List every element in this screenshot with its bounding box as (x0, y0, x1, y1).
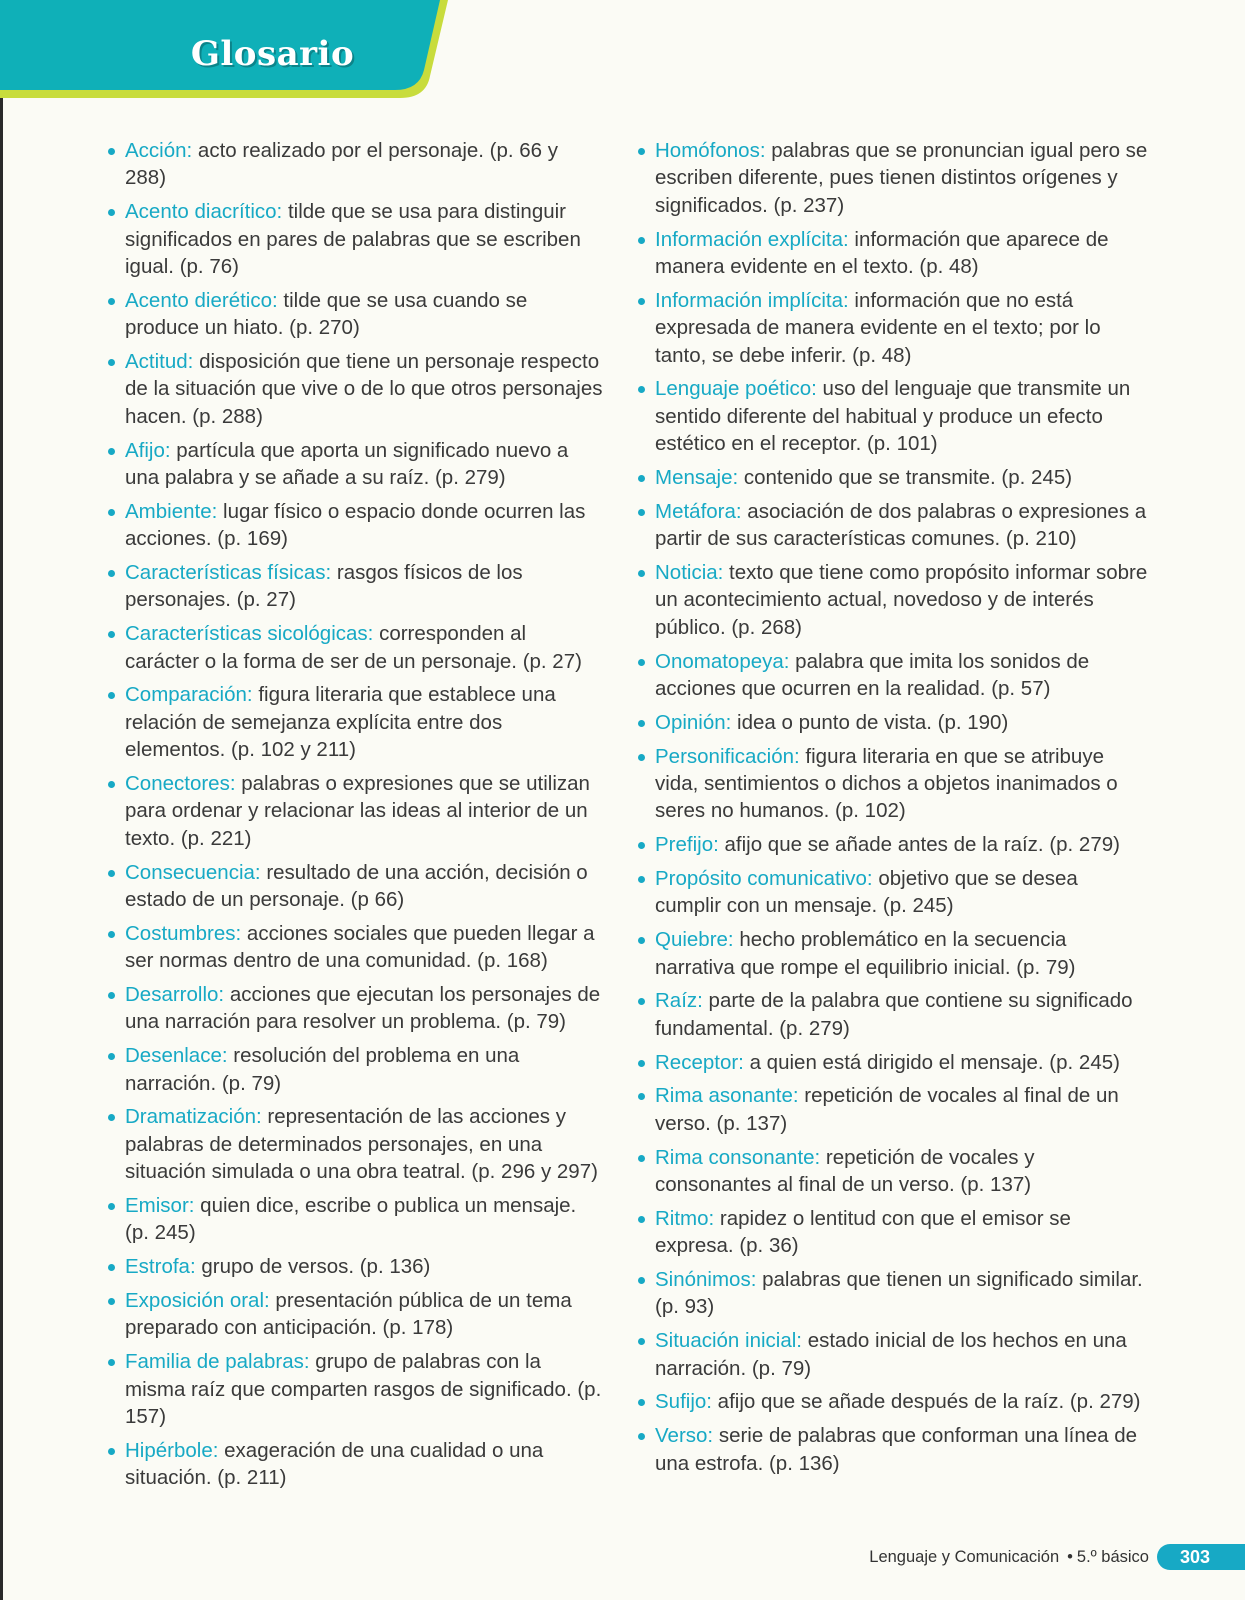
glossary-entry (108, 437, 603, 492)
glossary-term: Características sicológicas: (125, 622, 374, 646)
glossary-definition: lugar físico o espacio donde ocurren las acciones. (p. 169) (125, 499, 586, 551)
glossary-term: Prefijo: (655, 833, 719, 857)
bullet-icon (638, 937, 645, 944)
glossary-definition: partícula que aporta un significado nuevo a una palabra y se añade a su raíz. (p. 279) (125, 438, 569, 490)
glossary-definition: objetivo que se desea cumplir con un mensaje. (p. 245) (655, 867, 1078, 918)
glossary-entry (638, 1388, 1148, 1415)
glossary-entry (108, 770, 603, 852)
bullet-icon (108, 631, 115, 638)
glossary-definition: serie de palabras que conforman una línea de una estrofa. (p. 136) (655, 1424, 1138, 1475)
page-footer (869, 1544, 1245, 1570)
glossary-definition: presentación pública de un tema preparado con anticipación. (p. 178) (125, 1289, 572, 1340)
glossary-definition: resultado de una acción, decisión o estado de un personaje. (p 66) (125, 860, 588, 912)
glossary-column-left (108, 137, 603, 1498)
glossary-entry (108, 1103, 603, 1185)
glossary-entry (638, 865, 1148, 920)
bullet-icon (108, 148, 115, 155)
glossary-definition: grupo de palabras con la misma raíz que comparten rasgos de significado. (p. 157) (125, 1350, 602, 1429)
glossary-definition: acciones que ejecutan los personajes de una narración para resolver un problema. (p. 79) (125, 983, 601, 1034)
glossary-definition: parte de la palabra que contiene su significado fundamental. (p. 279) (655, 989, 1133, 1040)
glossary-entry (108, 1348, 603, 1430)
glossary-term: Acento diacrítico: (125, 200, 283, 224)
glossary-entry (108, 1253, 603, 1280)
glossary-definition: información que no está expresada de manera evidente en el texto; por lo tanto, se debe inferir. (p. 48) (655, 288, 1101, 367)
glossary-entry (108, 920, 603, 975)
glossary-entry (638, 743, 1148, 825)
glossary-term: Verso: (655, 1424, 714, 1448)
glossary-entry (638, 226, 1148, 281)
glossary-definition: afijo que se añade antes de la raíz. (p. 279) (718, 833, 1120, 857)
glossary-entry (638, 987, 1148, 1042)
glossary-definition: rasgos físicos de los personajes. (p. 27) (125, 561, 523, 612)
glossary-term: Dramatización: (125, 1105, 262, 1129)
bullet-icon (108, 1203, 115, 1210)
page-title: Glosario (190, 34, 355, 74)
bullet-icon (108, 570, 115, 577)
glossary-entry (108, 348, 603, 430)
glossary-term: Comparación: (125, 683, 253, 707)
glossary-term: Sufijo: (655, 1390, 712, 1414)
glossary-definition: palabras que se pronuncian igual pero se escriben diferente, pues tienen distintos orígenes y significados. (p. 237) (655, 139, 1148, 217)
glossary-entry (638, 498, 1148, 553)
bullet-icon (638, 842, 645, 849)
glossary-definition: acto realizado por el personaje. (p. 66 y 288) (125, 139, 559, 190)
glossary-entry (638, 1266, 1148, 1321)
page-edge-rule (0, 90, 3, 1600)
glossary-term: Homófonos: (655, 139, 766, 162)
glossary-definition: tilde que se usa cuando se produce un hiato. (p. 270) (125, 288, 528, 340)
glossary-definition: asociación de dos palabras o expresiones a partir de sus características comunes. (p. 210) (655, 499, 1147, 551)
glossary-entry (108, 1042, 603, 1097)
glossary-term: Hipérbole: (125, 1438, 219, 1462)
bullet-icon (638, 1399, 645, 1406)
glossary-definition: tilde que se usa para distinguir significados en pares de palabras que se escriben igual. (p. 76) (125, 200, 581, 279)
glossary-definition: grupo de versos. (p. 136) (195, 1255, 431, 1279)
glossary-entry (638, 1205, 1148, 1260)
glossary-term: Afijo: (125, 438, 171, 462)
bullet-icon (108, 298, 115, 305)
bullet-icon (108, 781, 115, 788)
glossary-definition: figura literaria en que se atribuye vida, sentimientos o dichos a objetos inanimados o seres no humanos. (p. 102) (655, 744, 1118, 823)
glossary-term: Propósito comunicativo: (655, 867, 873, 891)
glossary-term: Personificación: (655, 744, 800, 768)
bullet-icon (638, 1277, 645, 1284)
glossary-entry (108, 559, 603, 614)
glossary-entry (108, 498, 603, 553)
bullet-icon (108, 1114, 115, 1121)
glossary-entry (638, 1144, 1148, 1199)
glossary-term: Costumbres: (125, 921, 242, 945)
bullet-icon (108, 992, 115, 999)
glossary-definition: afijo que se añade después de la raíz. (p. 279) (711, 1390, 1141, 1414)
glossary-entry (638, 648, 1148, 703)
glossary-term: Mensaje: (655, 466, 739, 490)
glossary-definition: palabras o expresiones que se utilizan para ordenar y relacionar las ideas al interior de un texto. (p. 221) (125, 772, 590, 850)
bullet-icon (638, 998, 645, 1005)
glossary-term: Conectores: (125, 772, 236, 796)
glossary-term: Receptor: (655, 1050, 744, 1074)
glossary-column-right (638, 137, 1148, 1483)
glossary-definition: representación de las acciones y palabras de determinados personajes, en una situación simulada o una obra teatral. (p. 296 y 297) (125, 1105, 598, 1184)
glossary-entry (108, 981, 603, 1036)
glossary-term: Ritmo: (655, 1206, 715, 1230)
glossary-entry (638, 926, 1148, 981)
bullet-icon (638, 475, 645, 482)
glossary-term: Opinión: (655, 710, 732, 734)
bullet-icon (108, 1298, 115, 1305)
bullet-icon (108, 209, 115, 216)
glossary-entry (638, 709, 1148, 736)
glossary-term: Desarrollo: (125, 983, 225, 1007)
glossary-term: Información explícita: (655, 227, 849, 251)
bullet-icon (638, 1433, 645, 1440)
bullet-icon (638, 659, 645, 666)
glossary-entry (638, 831, 1148, 858)
glossary-entry (638, 1049, 1148, 1076)
bullet-icon (108, 359, 115, 366)
glossary-term: Situación inicial: (655, 1329, 802, 1353)
bullet-icon (108, 1053, 115, 1060)
bullet-icon (108, 870, 115, 877)
glossary-term: Exposición oral: (125, 1289, 270, 1313)
glossary-definition: a quien está dirigido el mensaje. (p. 245) (743, 1050, 1120, 1074)
glossary-entry (638, 1082, 1148, 1137)
bullet-icon (638, 754, 645, 761)
bullet-icon (638, 1216, 645, 1223)
glossary-definition: acciones sociales que pueden llegar a ser normas dentro de una comunidad. (p. 168) (125, 921, 595, 973)
bullet-icon (108, 692, 115, 699)
glossary-definition: exageración de una cualidad o una situación. (p. 211) (125, 1438, 544, 1490)
glossary-term: Consecuencia: (125, 860, 261, 884)
bullet-icon (638, 876, 645, 883)
glossary-definition: rapidez o lentitud con que el emisor se expresa. (p. 36) (655, 1206, 1071, 1258)
glossary-term: Onomatopeya: (655, 649, 790, 673)
glossary-term: Estrofa: (125, 1255, 196, 1279)
bullet-icon (638, 1093, 645, 1100)
glossary-entry (638, 137, 1148, 219)
bullet-icon (638, 386, 645, 393)
glossary-entry (638, 464, 1148, 491)
glossary-entry (638, 1422, 1148, 1477)
glossary-definition: información que aparece de manera evidente en el texto. (p. 48) (655, 227, 1109, 279)
glossary-term: Actitud: (125, 350, 194, 374)
glossary-definition: resolución del problema en una narración. (p. 79) (125, 1044, 520, 1095)
footer-separator: • (1067, 1547, 1073, 1566)
glossary-entry (108, 137, 603, 192)
glossary-definition: repetición de vocales y consonantes al final de un verso. (p. 137) (655, 1145, 1035, 1197)
glossary-term: Noticia: (655, 561, 724, 585)
glossary-entry (108, 198, 603, 280)
glossary-term: Desenlace: (125, 1044, 228, 1068)
glossary-entry (108, 681, 603, 763)
glossary-entry (638, 287, 1148, 369)
glossary-term: Familia de palabras: (125, 1350, 310, 1374)
glossary-definition: disposición que tiene un personaje respecto de la situación que vive o de lo que otros personajes hacen. (p. 288) (125, 350, 603, 428)
bullet-icon (108, 1448, 115, 1455)
bullet-icon (638, 237, 645, 244)
glossary-term: Raíz: (655, 989, 703, 1013)
glossary-definition: palabra que imita los sonidos de acciones que ocurren en la realidad. (p. 57) (655, 649, 1090, 701)
bullet-icon (108, 1359, 115, 1366)
footer-subject: Lenguaje y Comunicación (869, 1547, 1060, 1566)
glossary-entry (108, 1437, 603, 1492)
glossary-entry (638, 1327, 1148, 1382)
footer-grade: 5.º básico (1076, 1547, 1149, 1566)
bullet-icon (638, 509, 645, 516)
bullet-icon (638, 1155, 645, 1162)
bullet-icon (638, 1060, 645, 1067)
glossary-term: Información implícita: (655, 288, 849, 312)
glossary-term: Acento dierético: (125, 288, 278, 312)
page-number: 303 (1157, 1544, 1245, 1570)
glossary-definition: estado inicial de los hechos en una narración. (p. 79) (655, 1329, 1127, 1380)
glossary-definition: figura literaria que establece una relación de semejanza explícita entre dos elementos. (p. 102 y 211) (125, 683, 556, 762)
glossary-term: Características físicas: (125, 561, 332, 585)
glossary-definition: contenido que se transmite. (p. 245) (738, 466, 1073, 490)
glossary-entry (108, 620, 603, 675)
glossary-term: Sinónimos: (655, 1268, 757, 1292)
glossary-term: Ambiente: (125, 499, 218, 523)
glossary-entry (638, 375, 1148, 457)
glossary-term: Quiebre: (655, 928, 734, 952)
glossary-definition: idea o punto de vista. (p. 190) (731, 710, 1009, 734)
bullet-icon (108, 1264, 115, 1271)
bullet-icon (638, 570, 645, 577)
glossary-definition: texto que tiene como propósito informar sobre un acontecimiento actual, novedoso y de interés público. (p. 268) (655, 561, 1148, 639)
glossary-entry (108, 859, 603, 914)
glossary-term: Rima consonante: (655, 1145, 821, 1169)
bullet-icon (108, 509, 115, 516)
glossary-term: Rima asonante: (655, 1084, 799, 1108)
bullet-icon (638, 298, 645, 305)
glossary-definition: corresponden al carácter o la forma de ser de un personaje. (p. 27) (125, 622, 582, 673)
glossary-definition: quien dice, escribe o publica un mensaje. (p. 245) (125, 1194, 577, 1245)
glossary-term: Emisor: (125, 1194, 195, 1218)
glossary-entry (108, 1192, 603, 1247)
glossary-definition: uso del lenguaje que transmite un sentido diferente del habitual y produce un efecto estético en el receptor. (p. 101) (655, 377, 1131, 456)
bullet-icon (108, 931, 115, 938)
glossary-entry (108, 1287, 603, 1342)
glossary-term: Metáfora: (655, 499, 742, 523)
bullet-icon (108, 448, 115, 455)
glossary-term: Acción: (125, 139, 193, 162)
bullet-icon (638, 148, 645, 155)
bullet-icon (638, 1338, 645, 1345)
glossary-definition: palabras que tienen un significado similar. (p. 93) (655, 1268, 1143, 1319)
glossary-definition: hecho problemático en la secuencia narrativa que rompe el equilibrio inicial. (p. 79) (655, 928, 1076, 979)
glossary-definition: repetición de vocales al final de un verso. (p. 137) (655, 1084, 1119, 1135)
bullet-icon (638, 720, 645, 727)
glossary-entry (638, 559, 1148, 641)
glossary-term: Lenguaje poético: (655, 377, 817, 401)
glossary-entry (108, 287, 603, 342)
